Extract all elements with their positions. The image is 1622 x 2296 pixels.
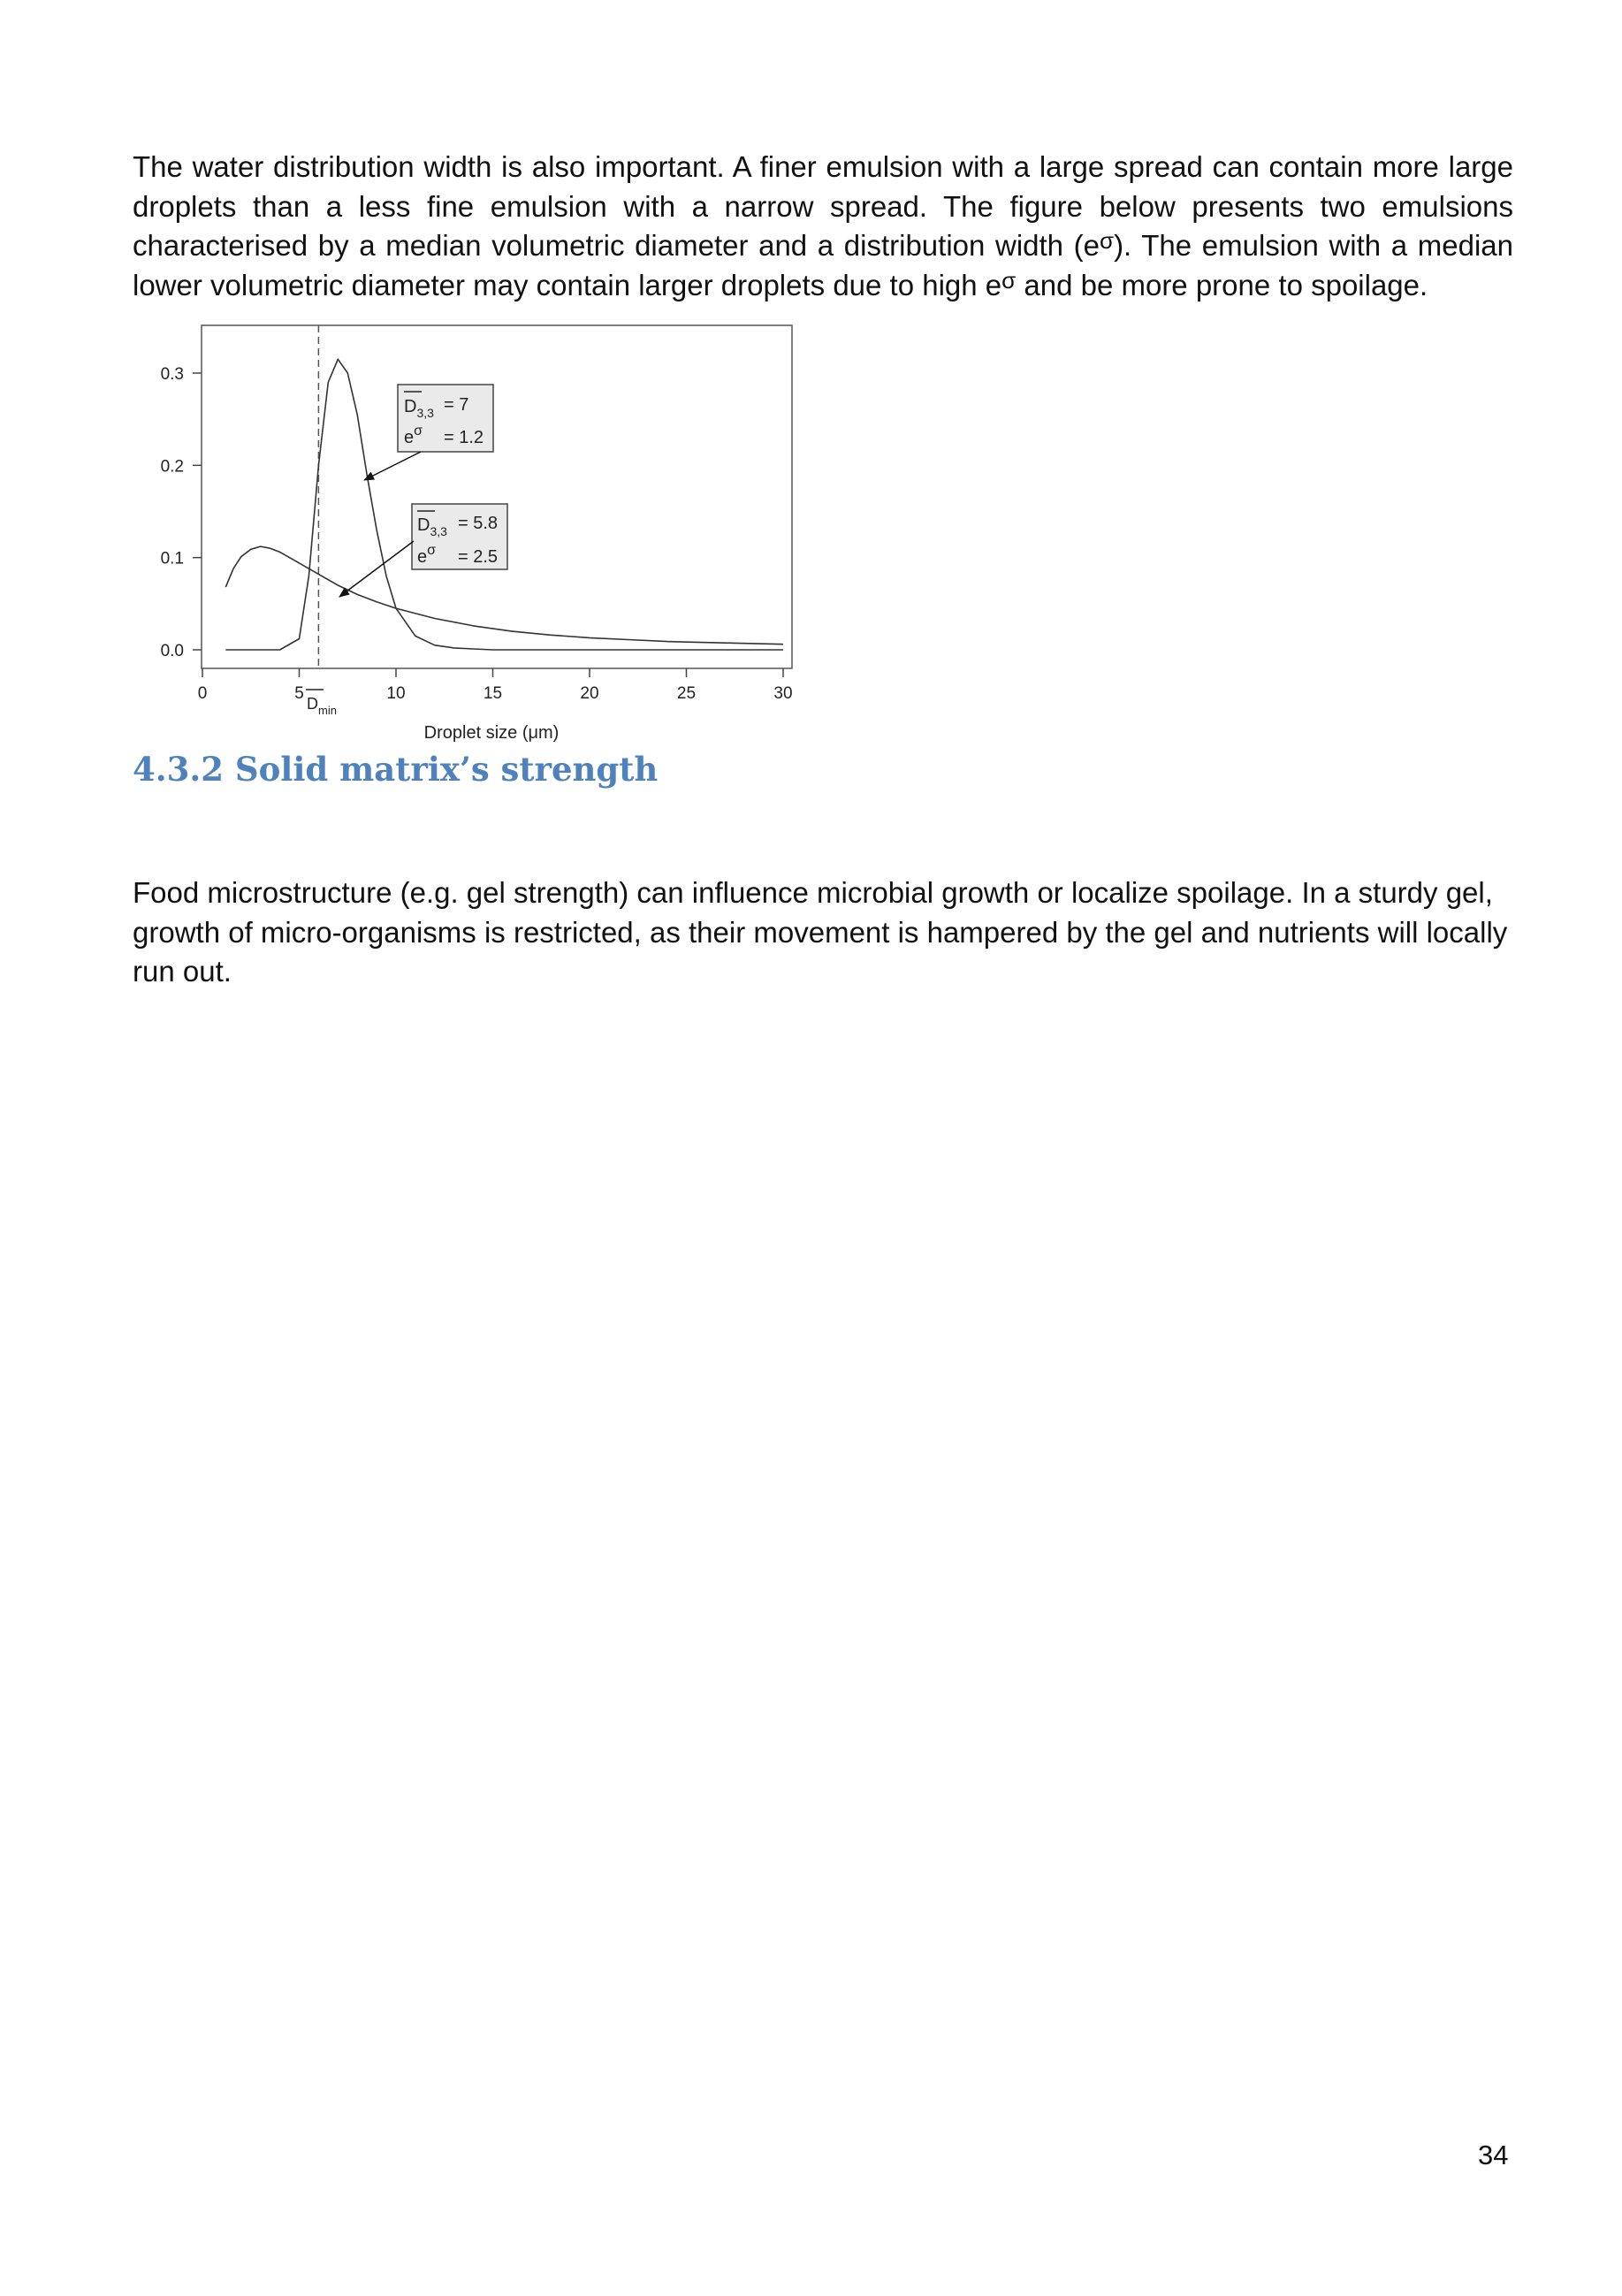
dmin-subscript: min	[318, 704, 337, 717]
paragraph-text: and be more prone to spoilage.	[1016, 268, 1428, 301]
intro-paragraph	[133, 148, 1513, 305]
d33-value: = 7	[444, 395, 469, 415]
y-tick-label: 0.3	[160, 365, 184, 384]
d33-symbol: D	[404, 397, 417, 416]
dmin-label	[306, 690, 337, 717]
x-tick-label: 0	[197, 684, 208, 703]
d33-value: = 5.8	[458, 514, 499, 533]
d33-subscript: 3,3	[416, 406, 434, 420]
y-tick-label: 0.1	[160, 549, 184, 568]
sigma-sup: σ	[414, 423, 423, 439]
annotation-arrow	[339, 541, 414, 597]
y-tick-label: 0.2	[160, 457, 184, 477]
annotation-arrow	[364, 452, 421, 480]
svg-text:Dmin	[307, 695, 337, 717]
paragraph-text: The water distribution width is also important. A finer emulsion with a large spread can contain more large droplets than a less fine emulsion with a narrow spread. The figure below presents two emulsions characterised by a median volumetric diameter and a distribution width (e	[133, 150, 1513, 263]
section-heading: 4.3.2 Solid matrix’s strength	[133, 750, 659, 789]
x-tick-label: 30	[773, 684, 793, 703]
d33-subscript: 3,3	[430, 524, 447, 538]
x-tick-label: 5	[294, 684, 304, 703]
e-sigma-value: = 2.5	[458, 547, 499, 567]
page-number: 34	[1478, 2140, 1509, 2170]
annotation-wide-emulsion	[412, 504, 507, 569]
d33-symbol: D	[417, 515, 430, 535]
x-axis-label: Droplet size (μm)	[423, 723, 560, 743]
x-axis	[198, 668, 793, 703]
sigma-superscript: σ	[1100, 227, 1115, 255]
annotation-narrow-emulsion	[398, 385, 493, 452]
e-symbol: e	[404, 428, 415, 447]
paragraph-text: ). The emulsion with a median lower volumetric diameter may contain larger droplets due to high e	[133, 229, 1513, 301]
body-paragraph: Food microstructure (e.g. gel strength) can influence microbial growth or localize spoilage. In a sturdy gel, growth of micro-organisms is restricted, as their movement is hampered by the gel and nutrients will locally run out.	[133, 876, 1508, 988]
x-tick-label: 25	[676, 684, 697, 703]
dmin-symbol: D	[307, 695, 318, 713]
sigma-sup: σ	[427, 543, 436, 558]
y-axis	[161, 365, 202, 660]
plot-frame	[202, 325, 792, 668]
e-symbol: e	[417, 547, 428, 567]
e-sigma-value: = 1.2	[444, 428, 484, 447]
x-tick-label: 20	[580, 684, 599, 703]
sigma-superscript: σ	[1001, 266, 1017, 294]
x-tick-label: 15	[483, 684, 503, 703]
droplet-size-chart	[133, 318, 804, 751]
x-tick-label: 10	[386, 684, 406, 703]
y-tick-label: 0.0	[160, 642, 184, 660]
